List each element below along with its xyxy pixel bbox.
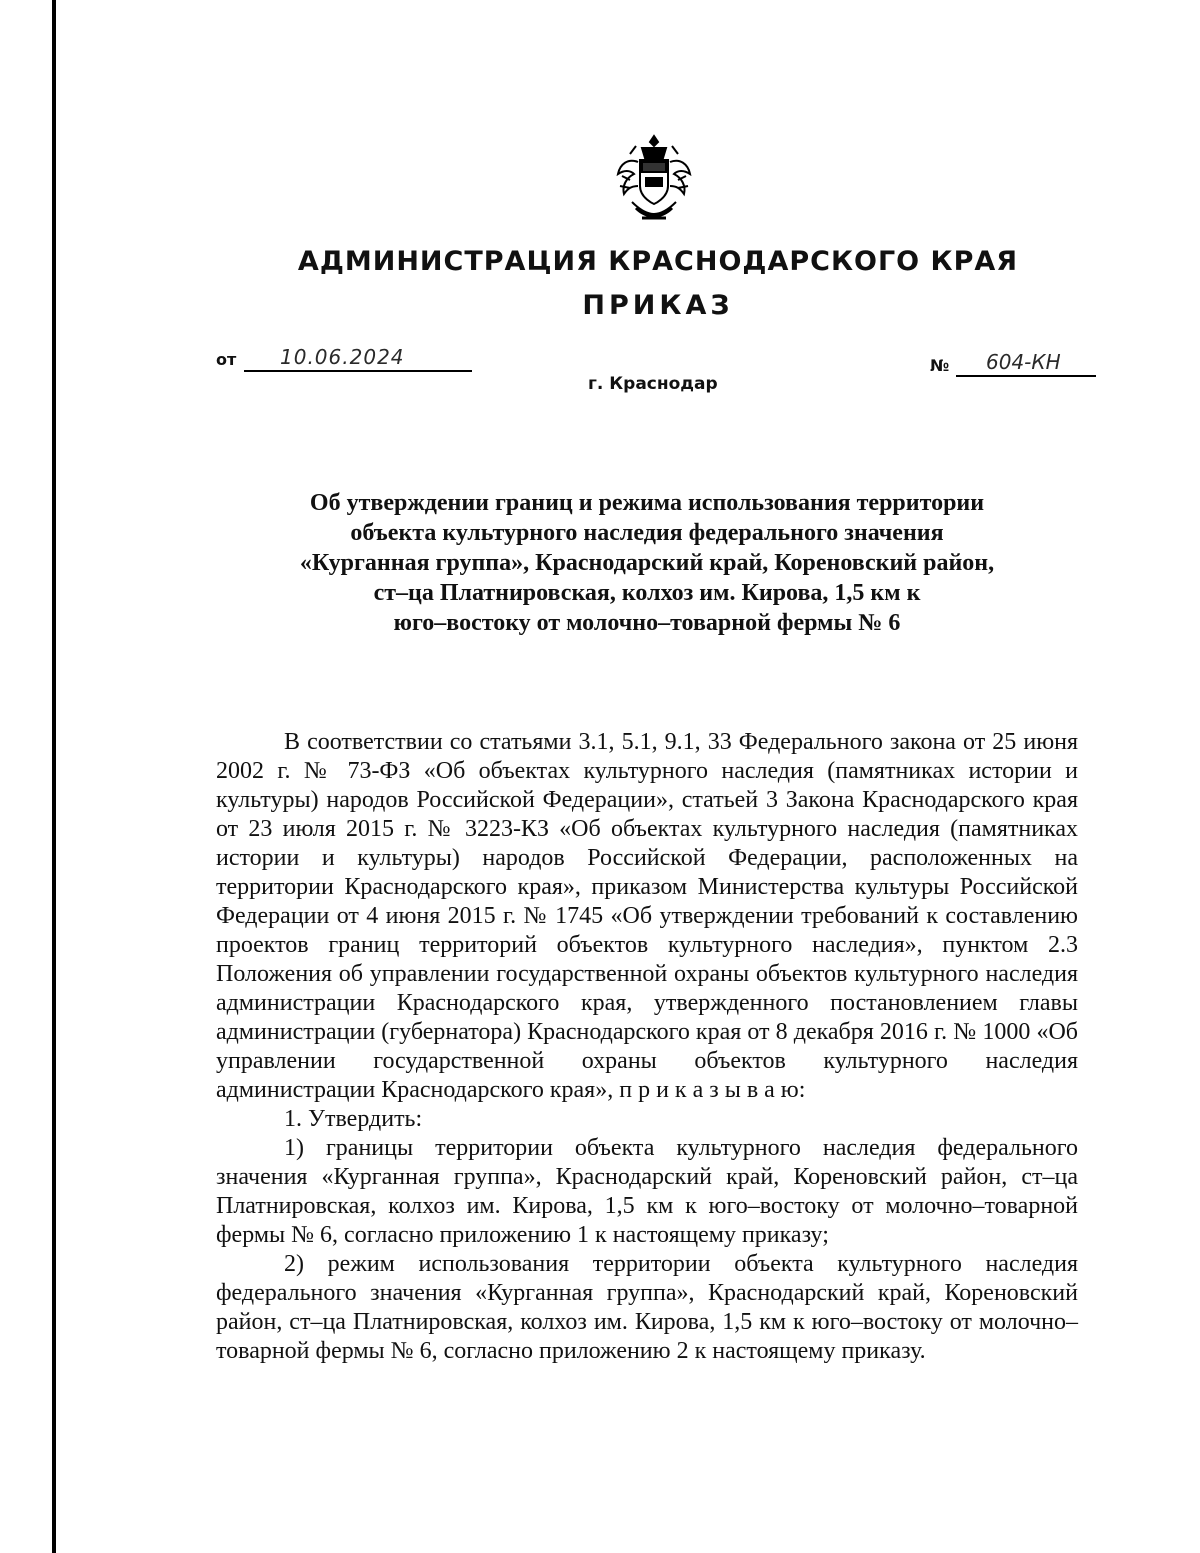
document-body	[216, 728, 1078, 1366]
city: г. Краснодар	[588, 374, 718, 394]
preamble-paragraph: В соответствии со статьями 3.1, 5.1, 9.1, 33 Федерального закона от 25 июня 2002 г. № 73-ФЗ «Об объектах культурного наследия (памятниках истории и культуры) народов Российской Федерации», статьей 3 Закона Краснодарского края от 23 июля 2015 г. № 3223-КЗ «Об объектах культурного наследия (памятниках истории и культуры) народов Российской Федерации, расположенных на территории Краснодарского края», приказом Министерства культуры Российской Федерации от 4 июня 2015 г. № 1745 «Об утверждении требований к составлению проектов границ территорий объектов культурного наследия», пунктом 2.3 Положения об управлении государственной охраны объектов культурного наследия администрации Краснодарского края, утвержденного постановлением главы администрации (губернатора) Краснодарского края от 8 декабря 2016 г. № 1000 «Об управлении государственной охраны объектов культурного наследия администрации Краснодарского края», п р и к а з ы в а ю:	[216, 729, 1078, 1103]
subject-line: «Курганная группа», Краснодарский край, Кореновский район,	[299, 550, 995, 576]
date-underline	[244, 370, 472, 372]
subject-line: объекта культурного наследия федерального значения	[350, 520, 944, 546]
handwritten-number: 604-КН	[986, 350, 1061, 374]
document-subject	[216, 488, 1078, 638]
organization-name: АДМИНИСТРАЦИЯ КРАСНОДАРСКОГО КРАЯ	[297, 246, 1019, 277]
page-left-border	[52, 0, 56, 1553]
item-1-1: 1) границы территории объекта культурного наследия федерального значения «Курганная группа», Краснодарский край, Кореновский район, ст–ца Платнировская, колхоз им. Кирова, 1,5 км к юго–востоку от молочно–товарной фермы № 6, согласно приложению 1 к настоящему приказу;	[216, 1135, 1078, 1248]
subject-line: юго–востоку от молочно–товарной фермы № 6	[393, 610, 901, 636]
document-type: ПРИКАЗ	[582, 290, 734, 321]
subject-line: ст–ца Платнировская, колхоз им. Кирова, 1,5 км к	[373, 580, 921, 606]
number-label: №	[930, 356, 950, 375]
subject-line: Об утверждении границ и режима использования территории	[309, 490, 985, 516]
number-underline	[956, 375, 1096, 377]
item-1: 1. Утвердить:	[284, 1106, 423, 1132]
item-1-2: 2) режим использования территории объекта культурного наследия федерального значения «Курганная группа», Краснодарский край, Кореновский район, ст–ца Платнировская, колхоз им. Кирова, 1,5 км к юго–востоку от молочно–товарной фермы № 6, согласно приложению 2 к настоящему приказу.	[216, 1251, 1078, 1364]
handwritten-date: 10.06.2024	[280, 345, 405, 369]
date-label: от	[216, 350, 237, 369]
coat-of-arms-icon	[612, 132, 696, 224]
